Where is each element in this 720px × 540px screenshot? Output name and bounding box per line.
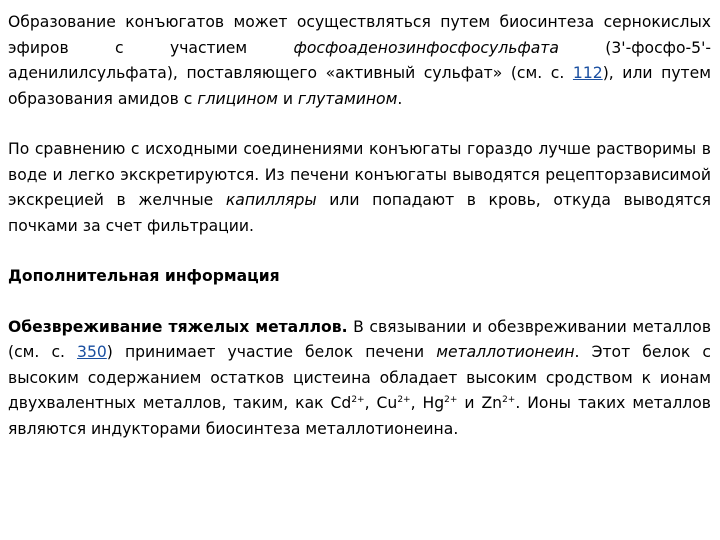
text: и [277, 89, 298, 108]
text: . Ионы таких металлов являются индукторами биосинтеза металлотионеина. [8, 394, 711, 438]
text: ) принимает участие белок печени [106, 343, 437, 361]
spacer [8, 112, 711, 137]
charge-superscript: 2+ [444, 395, 458, 405]
text: ), или путем образования амидов с [8, 64, 711, 108]
paragraph-heavy-metals [8, 315, 711, 443]
term-capillaries: капилляры [225, 191, 317, 209]
text: или попадают в кровь, откуда выводятся почками за счет фильтрации. [8, 191, 711, 235]
term-glutamine: глутамином [297, 89, 398, 108]
charge-superscript: 2+ [502, 395, 516, 405]
section-heading: Дополнительная информация [8, 267, 280, 285]
text: (3'-фосфо-5'-аденилилсульфата), поставляющего «активный сульфат» (см. с. [8, 38, 711, 82]
page-link-112[interactable]: 112 [572, 64, 603, 82]
paragraph-conjugation [8, 10, 711, 112]
text: и Zn [457, 394, 503, 412]
text: Образование конъюгатов может осуществляться путем биосинтеза сернокислых эфиров с участием [8, 13, 711, 57]
text: . Этот белок с высоким содержанием остатков цистеина обладает высоким сродством к ионам двухвалентных металлов, таким, как Cd [8, 343, 711, 412]
text: . [397, 89, 403, 108]
paragraph-lead: Обезвреживание тяжелых металлов. [8, 317, 348, 336]
text: , Cu [364, 394, 398, 412]
charge-superscript: 2+ [351, 395, 365, 405]
spacer [8, 239, 711, 264]
charge-superscript: 2+ [397, 395, 411, 405]
page-link-350[interactable]: 350 [77, 343, 107, 361]
term-metallothionein: металлотионеин [436, 343, 575, 361]
spacer [8, 290, 711, 315]
text: В связывании и обезвреживании металлов (см. с. [8, 317, 712, 361]
term-glycine: глицином [197, 89, 278, 108]
paragraph-solubility [8, 137, 711, 239]
text: По сравнению с исходными соединениями конъюгаты гораздо лучше растворимы в воде и легко экскретируются. Из печени конъюгаты выводятся рецепторзависимой экскрецией в желчные [8, 140, 711, 209]
text: , Hg [410, 394, 445, 412]
term-phosphoadenosine: фосфоаденозинфосфосульфата [293, 38, 559, 57]
